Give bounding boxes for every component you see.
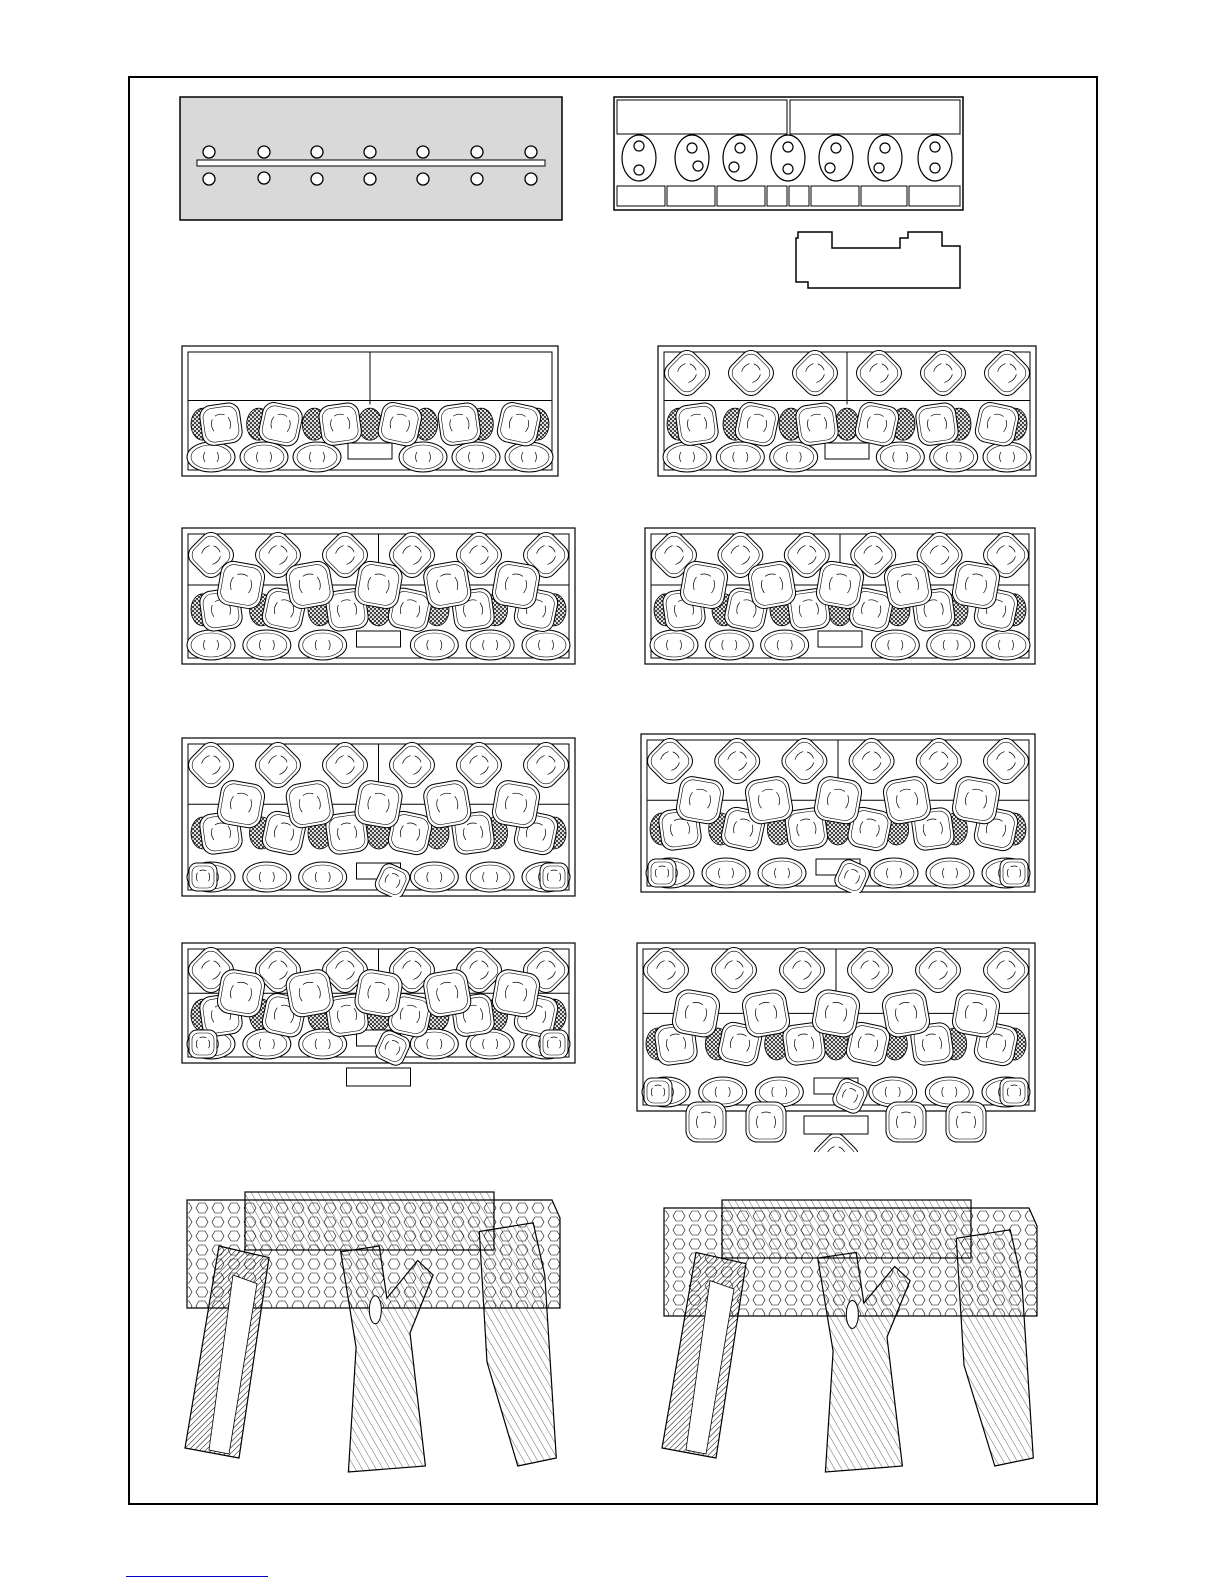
- flat-pebble-icon: [187, 442, 235, 472]
- top-log-icon: [722, 1200, 971, 1258]
- flat-pebble-icon: [926, 858, 974, 888]
- flat-pebble-icon: [982, 630, 1030, 660]
- pebble-icon: [951, 775, 1002, 826]
- flat-pebble-icon: [466, 862, 514, 892]
- step-5-diagram: [181, 737, 576, 897]
- pebble-icon: [686, 1102, 726, 1142]
- pebble-icon: [491, 968, 542, 1019]
- log-set-a-diagram: [179, 1188, 564, 1478]
- pebble-icon: [747, 559, 798, 610]
- flat-pebble-icon: [761, 630, 809, 660]
- pebble-icon: [284, 779, 335, 830]
- flat-pebble-icon: [705, 630, 753, 660]
- flat-pebble-icon: [243, 862, 291, 892]
- pebble-icon: [679, 559, 730, 610]
- flat-pebble-icon: [399, 442, 447, 472]
- pebble-icon: [671, 988, 722, 1039]
- pebble-icon: [189, 1030, 217, 1058]
- pebble-icon: [914, 402, 959, 447]
- flat-pebble-icon: [702, 858, 750, 888]
- pebble-icon: [946, 1102, 986, 1142]
- pebble-icon: [886, 1102, 926, 1142]
- burner-tray-diagram: [179, 96, 563, 221]
- flat-pebble-icon: [983, 442, 1031, 472]
- pebble-icon: [353, 968, 404, 1019]
- pebble-icon: [422, 779, 473, 830]
- pebble-icon: [648, 859, 676, 887]
- flat-pebble-icon: [930, 442, 978, 472]
- flat-pebble-icon: [770, 442, 818, 472]
- step-8-diagram: [636, 942, 1036, 1152]
- pebble-icon: [1000, 1078, 1028, 1106]
- flat-pebble-icon: [876, 442, 924, 472]
- pebble-icon: [675, 775, 726, 826]
- pebble-icon: [813, 775, 864, 826]
- flat-pebble-icon: [870, 858, 918, 888]
- pebble-icon: [1000, 859, 1028, 887]
- pebble-icon: [853, 400, 900, 447]
- flat-pebble-icon: [758, 858, 806, 888]
- pebble-icon: [741, 988, 792, 1039]
- footer-link-underline: [126, 1576, 268, 1577]
- flat-pebble-icon: [466, 630, 514, 660]
- flat-pebble-icon: [716, 442, 764, 472]
- pebble-icon: [811, 988, 862, 1039]
- pebble-icon: [216, 968, 267, 1019]
- pebble-icon: [422, 559, 473, 610]
- pebble-icon: [353, 779, 404, 830]
- pebble-icon: [491, 779, 542, 830]
- pebble-icon: [284, 968, 335, 1019]
- flat-pebble-icon: [187, 630, 235, 660]
- flat-pebble-icon: [243, 630, 291, 660]
- flat-pebble-icon: [410, 862, 458, 892]
- top-log-icon: [245, 1192, 494, 1250]
- flat-pebble-icon: [299, 862, 347, 892]
- pebble-icon: [815, 559, 866, 610]
- pebble-icon: [883, 559, 934, 610]
- flat-pebble-icon: [650, 630, 698, 660]
- pebble-icon: [540, 863, 568, 891]
- step-4-diagram: [644, 527, 1036, 665]
- pebble-icon: [491, 559, 542, 610]
- pebble-icon: [216, 559, 267, 610]
- pebble-icon: [257, 400, 304, 447]
- step-2-diagram: [657, 345, 1037, 477]
- flat-pebble-icon: [293, 442, 341, 472]
- pebble-icon: [198, 402, 243, 447]
- pebble-icon: [951, 988, 1002, 1039]
- pebble-icon: [216, 779, 267, 830]
- flat-pebble-icon: [452, 442, 500, 472]
- pebble-icon: [318, 402, 363, 447]
- pebble-icon: [422, 968, 473, 1019]
- flat-pebble-icon: [299, 630, 347, 660]
- pebble-icon: [794, 402, 839, 447]
- pebble-icon: [882, 775, 933, 826]
- ember-bed-template-diagram: [792, 226, 964, 292]
- step-7-diagram: [181, 942, 576, 1104]
- flat-pebble-icon: [505, 442, 553, 472]
- pebble-icon: [189, 863, 217, 891]
- pebble-icon: [973, 400, 1020, 447]
- step-6-diagram: [640, 733, 1036, 893]
- pebble-icon: [644, 1078, 672, 1106]
- flat-pebble-icon: [871, 630, 919, 660]
- pebble-icon: [951, 559, 1002, 610]
- pebble-icon: [733, 400, 780, 447]
- pebble-icon: [437, 402, 482, 447]
- step-1-diagram: [181, 345, 559, 477]
- pebble-icon: [540, 1030, 568, 1058]
- pebble-icon: [674, 402, 719, 447]
- step-3-diagram: [181, 527, 576, 665]
- pebble-icon: [746, 1102, 786, 1142]
- flat-pebble-icon: [663, 442, 711, 472]
- pebble-icon: [353, 559, 404, 610]
- flat-pebble-icon: [410, 630, 458, 660]
- pebble-icon: [376, 400, 423, 447]
- flat-pebble-icon: [522, 630, 570, 660]
- pebble-icon: [495, 400, 542, 447]
- flat-pebble-icon: [240, 442, 288, 472]
- pebble-icon: [284, 559, 335, 610]
- flat-pebble-icon: [927, 630, 975, 660]
- pebble-icon: [744, 775, 795, 826]
- pebble-icon: [881, 988, 932, 1039]
- log-set-b-diagram: [656, 1196, 1041, 1478]
- ember-bed-base-diagram: [613, 96, 964, 212]
